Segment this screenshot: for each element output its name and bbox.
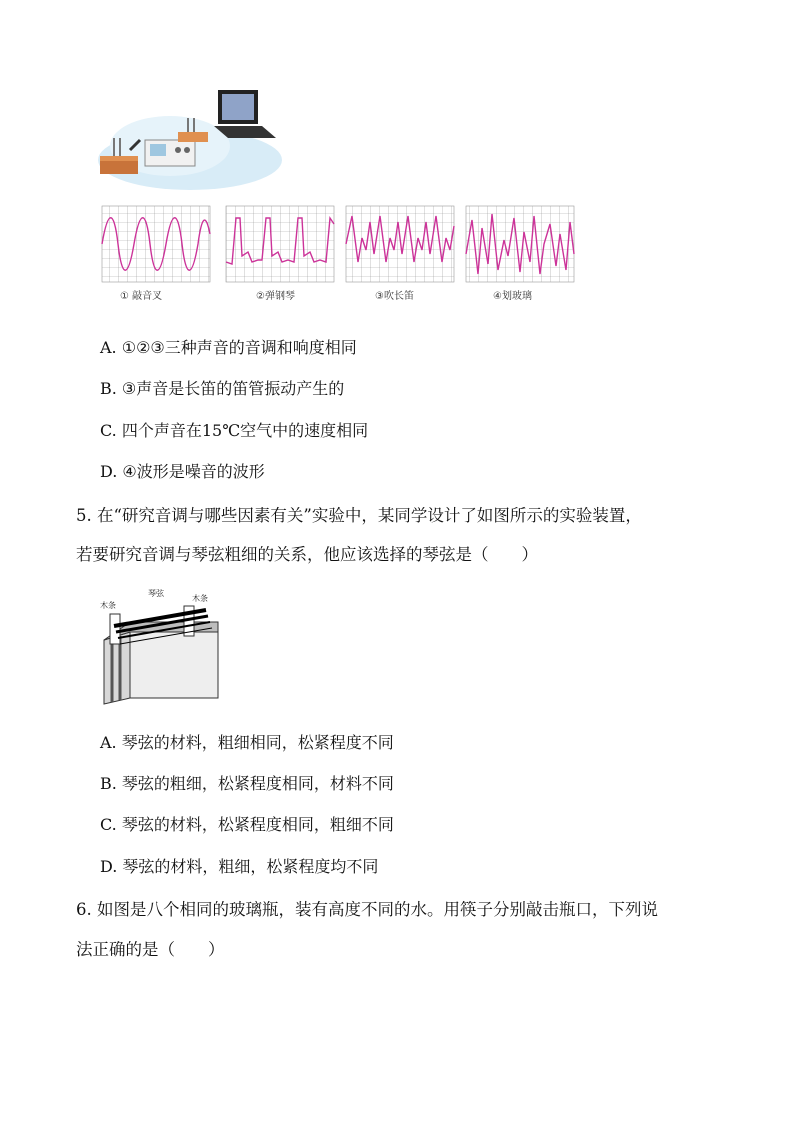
q6-stem-line-2: 法正确的是（ ） (76, 940, 225, 959)
q5-option-d: D. 琴弦的材料，粗细，松紧程度均不同 (100, 857, 379, 876)
q5-option-b: B. 琴弦的粗细，松紧程度相同，材料不同 (100, 774, 394, 793)
waveform-label-4: ④划玻璃 (493, 291, 532, 302)
q5-stem-line-1: 5. 在“研究音调与哪些因素有关”实验中，某同学设计了如图所示的实验装置， (76, 506, 642, 525)
label-string: 琴弦 (148, 589, 164, 598)
waveform-label-2: ②弹钢琴 (256, 291, 295, 302)
q4-option-a: A. ①②③三种声音的音调和响度相同 (100, 338, 357, 357)
apparatus-illustration (90, 88, 290, 198)
string-box-illustration (100, 592, 230, 710)
waveform-4 (466, 206, 574, 282)
label-wood-right: 木条 (192, 594, 208, 603)
q5-option-a: A. 琴弦的材料，粗细相同，松紧程度不同 (100, 733, 394, 752)
q4-option-d: D. ④波形是噪音的波形 (100, 462, 265, 481)
q4-option-c: C. 四个声音在15℃空气中的速度相同 (100, 421, 369, 440)
waveform-label-3: ③吹长笛 (375, 291, 414, 302)
waveform-label-1: ① 敲音叉 (120, 291, 163, 302)
waveform-panels (100, 204, 580, 286)
q5-option-c: C. 琴弦的材料，松紧程度相同，粗细不同 (100, 815, 394, 834)
waveform-3 (346, 206, 454, 282)
label-wood-left: 木条 (100, 601, 116, 610)
q4-option-b: B. ③声音是长笛的笛管振动产生的 (100, 379, 345, 398)
waveform-1 (102, 206, 210, 282)
q6-stem-line-1: 6. 如图是八个相同的玻璃瓶，装有高度不同的水。用筷子分别敲击瓶口，下列说 (76, 900, 658, 919)
q5-stem-line-2: 若要研究音调与琴弦粗细的关系，他应该选择的琴弦是（ ） (76, 545, 538, 564)
waveform-2 (226, 206, 334, 282)
